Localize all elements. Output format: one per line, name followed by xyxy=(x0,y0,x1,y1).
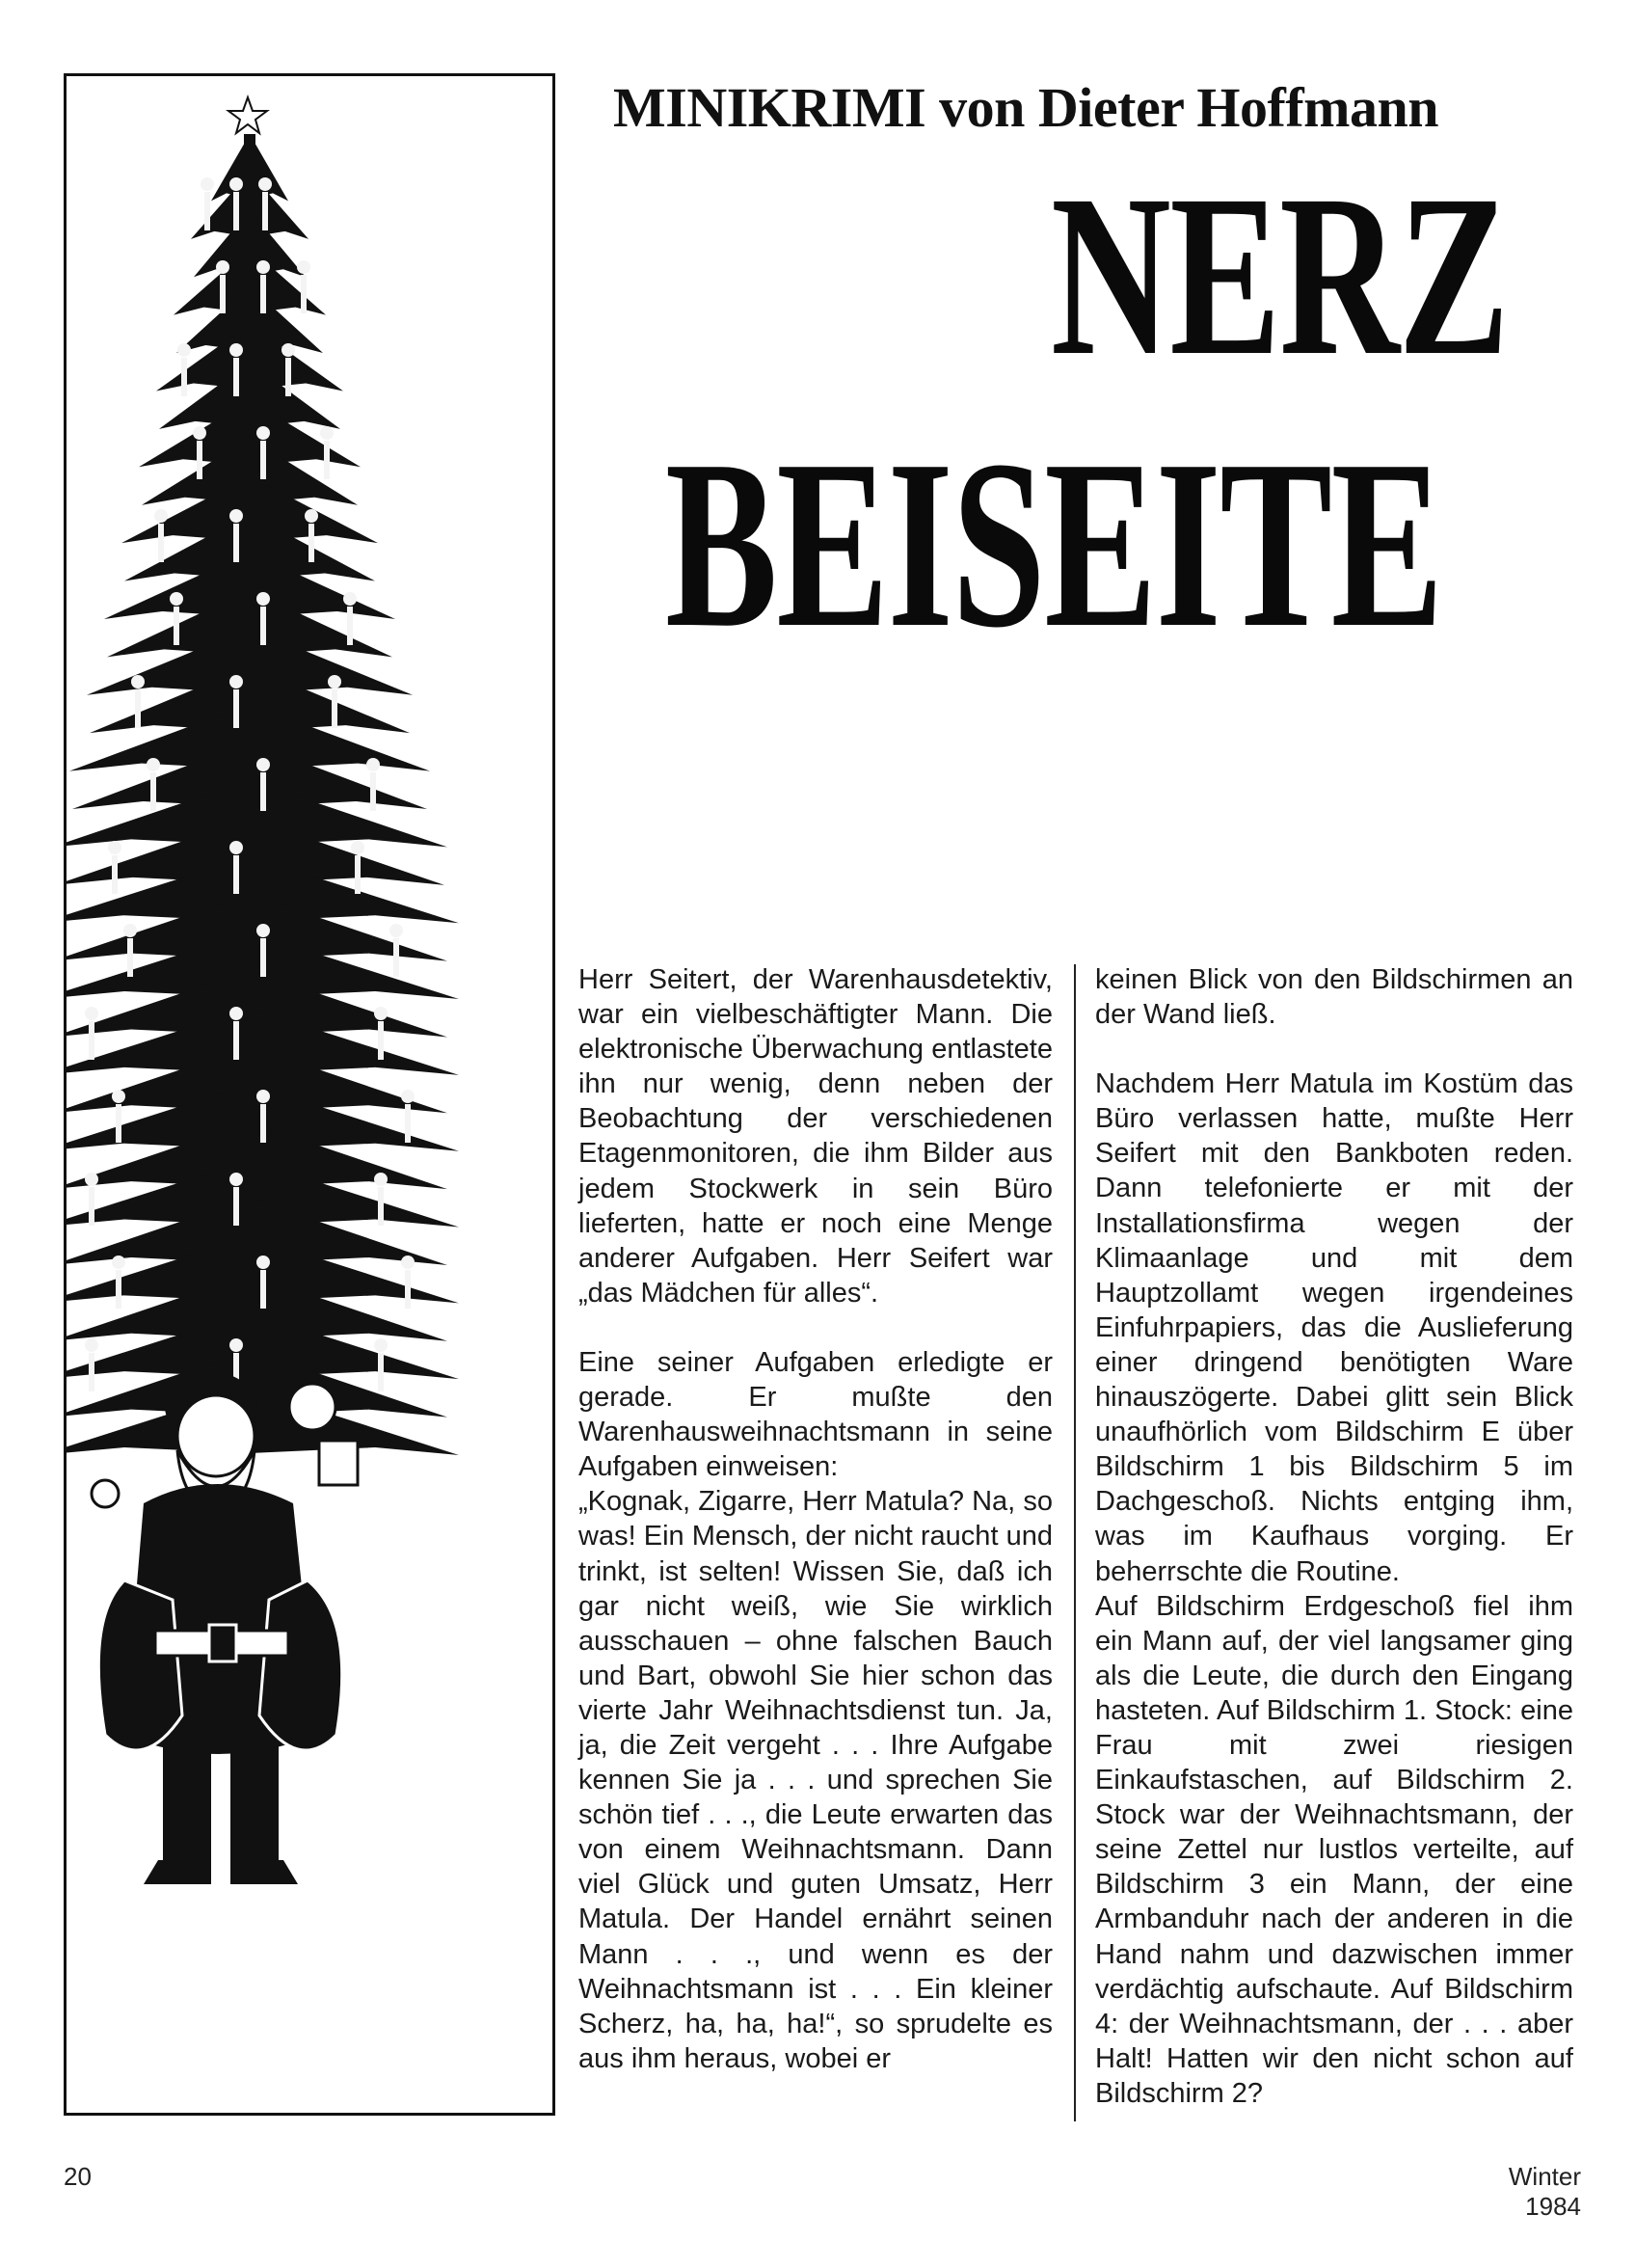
candle xyxy=(116,1270,121,1309)
toy-drum xyxy=(289,1384,335,1430)
candle xyxy=(233,689,239,728)
candle-flame xyxy=(131,675,145,688)
candle-flame xyxy=(297,260,310,274)
paragraph: Nachdem Herr Matula im Kostüm das Büro verlassen hatte, mußte Herr Seifert mit den Bankboten reden. Dann telefonierte er mit der Installationsfirma wegen der Klimaanlage und mit dem Hauptzollamt wegen irgendeines Einfuhrpapiers, das die Auslieferung einer dringend benötigten Ware hinauszögerte. Dabei glitt sein Blick unaufhörlich vom Bildschirm E über Bildschirm 1 bis Bildschirm 5 im Dachgeschoß. Nichts entging ihm, was im Kaufhaus vorging. Er beherrschte die Routine. xyxy=(1095,1068,1573,1587)
candle-flame xyxy=(229,841,243,854)
candle-flame xyxy=(401,1090,415,1103)
candle xyxy=(181,358,187,396)
candle-flame xyxy=(112,1090,125,1103)
candle-flame xyxy=(85,1007,98,1020)
candle xyxy=(260,1104,266,1143)
candle xyxy=(285,358,291,396)
candle xyxy=(370,772,376,811)
candle-flame xyxy=(374,1173,388,1186)
candle xyxy=(204,192,210,230)
candle-flame xyxy=(193,426,206,440)
candle xyxy=(260,441,266,479)
candle-flame xyxy=(147,758,160,771)
candle-flame xyxy=(229,509,243,523)
article-column-2 xyxy=(1095,962,1573,2111)
candle xyxy=(89,1187,94,1226)
issue-label: Winter 1984 xyxy=(1508,2162,1581,2221)
headline-line-1: NERZ xyxy=(1051,147,1509,403)
candle-flame xyxy=(256,758,270,771)
candle xyxy=(233,524,239,562)
candle xyxy=(135,689,141,728)
candle-flame xyxy=(229,1007,243,1020)
santa-face xyxy=(177,1395,255,1476)
candle-flame xyxy=(256,260,270,274)
candle xyxy=(332,689,337,728)
toy-box xyxy=(319,1441,358,1485)
candle xyxy=(355,855,361,894)
candle xyxy=(301,275,307,313)
candle xyxy=(116,1104,121,1143)
paragraph: Herr Seitert, der Warenhausdetektiv, war ein vielbeschäftigter Mann. Die elektronische Überwachung entlastete ihn nur wenig, denn neben der Beobachtung der verschiedenen Etagenmonitoren, die ihm Bilder aus jedem Stockwerk in sein Büro lieferten, hatte er noch eine Menge anderer Aufgaben. Herr Seifert war „das Mädchen für alles“. xyxy=(578,964,1053,1309)
candle-flame xyxy=(281,343,295,357)
candle-flame xyxy=(229,177,243,191)
candle xyxy=(174,607,179,645)
article-column-1 xyxy=(578,962,1053,2076)
candle-flame xyxy=(216,260,229,274)
candle-flame xyxy=(256,426,270,440)
star-icon xyxy=(228,97,267,133)
candle-flame xyxy=(351,841,364,854)
belt-buckle xyxy=(209,1625,236,1661)
illustration-frame xyxy=(64,73,555,2116)
candle-flame xyxy=(229,1338,243,1352)
candle-flame xyxy=(328,675,341,688)
candle-flame xyxy=(177,343,191,357)
paragraph: Eine seiner Aufgaben erledigte er gerade. Er mußte den Warenhausweihnachtsmann in seine Aufgaben einweisen: xyxy=(578,1346,1053,1483)
candle xyxy=(127,938,133,977)
tree-trunk xyxy=(244,134,255,1426)
candle-flame xyxy=(320,426,334,440)
santa-boot-left xyxy=(144,1860,211,1884)
paragraph: „Kognak, Zigarre, Herr Matula? Na, so was! Ein Mensch, der nicht raucht und trinkt, ist selten! Wissen Sie, daß ich gar nicht weiß, wie Sie wirklich ausschauen – ohne falschen Bauch und Bart, obwohl Sie hier schon das vierte Jahr Weihnachtsdienst tun. Ja, ja, die Zeit vergeht . . . Ihre Aufgabe kennen Sie ja . . . und sprechen Sie schön tief . . ., die Leute erwarten das von einem Weihnachtsmann. Dann viel Glück und guten Umsatz, Herr Matula. Der Handel ernährt seinen Mann . . ., und wenn es der Weihnachtsmann ist . . . Ein kleiner Scherz, ha, ha, ha!“, so sprudelte es aus ihm heraus, wobei er xyxy=(578,1486,1053,2074)
candle xyxy=(378,1187,384,1226)
santa-leg-right xyxy=(230,1744,279,1860)
candle-flame xyxy=(374,1007,388,1020)
candle xyxy=(378,1353,384,1391)
candle-flame xyxy=(108,841,121,854)
candle xyxy=(233,1187,239,1226)
candle xyxy=(405,1270,411,1309)
candle-flame xyxy=(256,924,270,937)
candle xyxy=(220,275,226,313)
candle xyxy=(262,192,268,230)
candle xyxy=(233,192,239,230)
toy-sack-left xyxy=(98,1580,182,1750)
page-number: 20 xyxy=(64,2162,92,2191)
candle-flame xyxy=(201,177,214,191)
candle-flame xyxy=(258,177,272,191)
candle-flame xyxy=(401,1256,415,1269)
santa-figure xyxy=(92,1372,358,1884)
candle xyxy=(260,1270,266,1309)
candle-flame xyxy=(256,1090,270,1103)
candle-flame xyxy=(229,675,243,688)
christmas-tree-illustration xyxy=(67,76,552,2113)
candle-flame xyxy=(343,592,357,606)
column-divider xyxy=(1074,964,1076,2121)
candle-flame xyxy=(229,1173,243,1186)
candle-flame xyxy=(389,924,403,937)
candle xyxy=(89,1021,94,1060)
candle xyxy=(197,441,202,479)
candle xyxy=(233,855,239,894)
candle xyxy=(378,1021,384,1060)
candle xyxy=(405,1104,411,1143)
candle-flame xyxy=(112,1256,125,1269)
candle xyxy=(308,524,314,562)
candle xyxy=(260,938,266,977)
candle xyxy=(324,441,330,479)
candle-flame xyxy=(305,509,318,523)
candle-flame xyxy=(85,1338,98,1352)
toy-doll xyxy=(92,1480,119,1507)
candle xyxy=(158,524,164,562)
candle-flame xyxy=(85,1173,98,1186)
santa-leg-left xyxy=(163,1744,211,1860)
candle xyxy=(233,1021,239,1060)
candle-flame xyxy=(256,1256,270,1269)
candle-flame xyxy=(154,509,168,523)
candle-flame xyxy=(123,924,137,937)
candle-flame xyxy=(374,1338,388,1352)
santa-boot-right xyxy=(230,1860,298,1884)
candle xyxy=(233,358,239,396)
candle xyxy=(347,607,353,645)
candle xyxy=(393,938,399,977)
candle xyxy=(260,275,266,313)
candle-flame xyxy=(366,758,380,771)
byline: MINIKRIMI von Dieter Hoffmann xyxy=(613,76,1438,139)
candle xyxy=(260,607,266,645)
paragraph: keinen Blick von den Bildschirmen an der Wand ließ. xyxy=(1095,964,1573,1031)
paragraph: Auf Bildschirm Erdgeschoß fiel ihm ein Mann auf, der viel langsamer ging als die Leute, die durch den Eingang hasteten. Auf Bildschirm 1. Stock: eine Frau mit zwei riesigen Einkaufstaschen, auf Bildschirm 2. Stock war der Weihnachtsmann, der seine Zettel nur lustlos verteilte, auf Bildschirm 3 ein Mann, der eine Armbanduhr nach der anderen in die Hand nahm und dazwischen immer verdächtig aufschaute. Auf Bildschirm 4: der Weihnachtsmann, der . . . aber Halt! Hatten wir den nicht schon auf Bildschirm 2? xyxy=(1095,1590,1573,2109)
headline-line-2: BEISEITE xyxy=(665,411,1442,678)
candle-flame xyxy=(256,592,270,606)
candle xyxy=(112,855,118,894)
candle-flame xyxy=(170,592,183,606)
candle xyxy=(260,772,266,811)
candle-flame xyxy=(229,343,243,357)
toy-sack-right xyxy=(259,1580,342,1750)
candle xyxy=(150,772,156,811)
candle xyxy=(89,1353,94,1391)
